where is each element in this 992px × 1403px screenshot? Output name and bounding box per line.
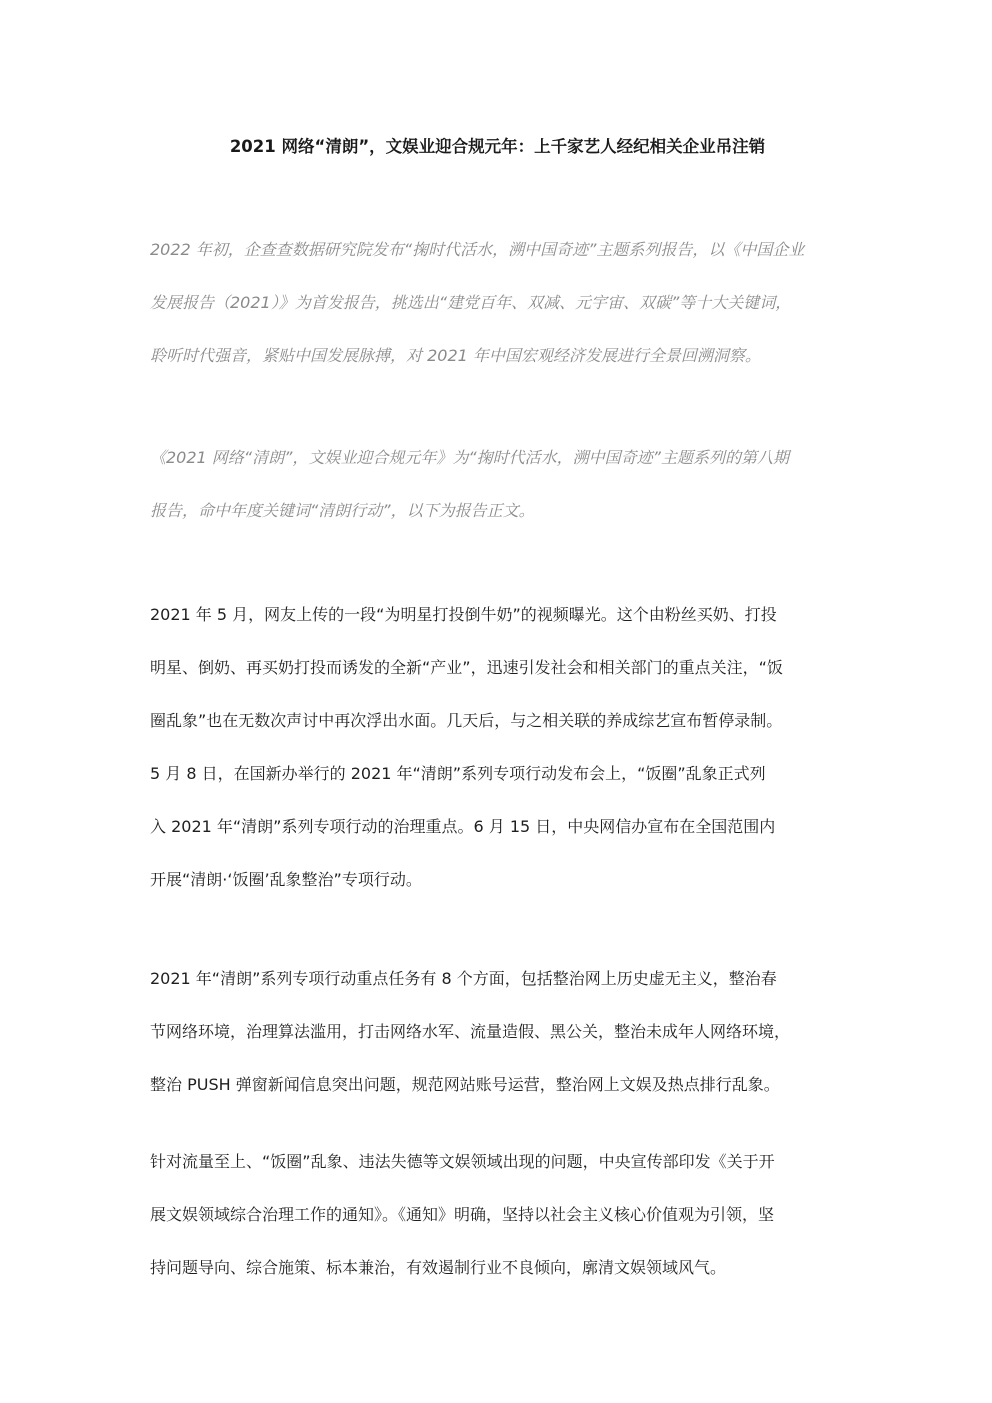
text-line: 展文娱领域综合治理工作的通知》。《通知》明确，坚持以社会主义核心价值观为引领，坚 xyxy=(150,1205,775,1224)
intro-paragraph-1 xyxy=(150,223,845,382)
text-line: 持问题导向、综合施策、标本兼治，有效遏制行业不良倾向，廓清文娱领域风气。 xyxy=(150,1258,727,1277)
text-line: 发展报告（2021）》为首发报告，挑选出“建党百年、双减、元宇宙、双碳”等十大关键词， xyxy=(150,293,792,312)
text-line: 明星、倒奶、再买奶打投而诱发的全新“产业”，迅速引发社会和相关部门的重点关注，“饭 xyxy=(150,658,783,677)
body-paragraph-2 xyxy=(150,952,845,1111)
text-line: 报告，命中年度关键词“清朗行动”，以下为报告正文。 xyxy=(150,501,535,520)
text-line: 聆听时代强音，紧贴中国发展脉搏，对 2021 年中国宏观经济发展进行全景回溯洞察。 xyxy=(150,346,761,365)
document-title: 2021 网络“清朗”，文娱业迎合规元年：上千家艺人经纪相关企业吊注销 xyxy=(229,137,766,156)
text-line: 《2021 网络“清朗”，文娱业迎合规元年》为“掬时代活水，溯中国奇迹”主题系列的第八期 xyxy=(150,448,789,467)
text-line: 开展“清朗·‘饭圈’乱象整治”专项行动。 xyxy=(150,870,422,889)
body-paragraph-3 xyxy=(150,1135,845,1294)
text-line: 整治 PUSH 弹窗新闻信息突出问题，规范网站账号运营，整治网上文娱及热点排行乱象。 xyxy=(150,1075,780,1094)
text-line: 入 2021 年“清朗”系列专项行动的治理重点。6 月 15 日，中央网信办宣布在全国范围内 xyxy=(150,817,776,836)
body-paragraph-1 xyxy=(150,588,845,906)
text-line: 圈乱象”也在无数次声讨中再次浮出水面。几天后，与之相关联的养成综艺宣布暂停录制。 xyxy=(150,711,783,730)
text-line: 2021 年“清朗”系列专项行动重点任务有 8 个方面，包括整治网上历史虚无主义，整治春 xyxy=(150,969,777,988)
text-line: 2022 年初，企查查数据研究院发布“掬时代活水，溯中国奇迹”主题系列报告，以《中国企业 xyxy=(150,240,805,259)
text-line: 针对流量至上、“饭圈”乱象、违法失德等文娱领域出现的问题，中央宣传部印发《关于开 xyxy=(150,1152,775,1171)
intro-paragraph-2 xyxy=(150,431,845,537)
text-line: 节网络环境，治理算法滥用，打击网络水军、流量造假、黑公关，整治未成年人网络环境， xyxy=(150,1022,791,1041)
text-line: 2021 年 5 月，网友上传的一段“为明星打投倒牛奶”的视频曝光。这个由粉丝买奶、打投 xyxy=(150,605,777,624)
text-line: 5 月 8 日，在国新办举行的 2021 年“清朗”系列专项行动发布会上，“饭圈”乱象正式列 xyxy=(150,764,766,783)
